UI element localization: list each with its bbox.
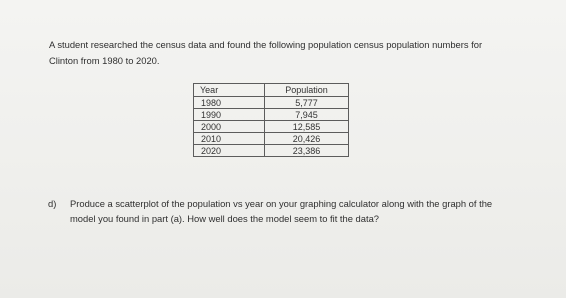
year-cell: 2000 — [194, 121, 265, 133]
population-column-header: Population — [265, 84, 349, 97]
year-cell: 2010 — [194, 133, 265, 145]
year-cell: 1990 — [194, 109, 265, 121]
table-row — [194, 109, 349, 121]
census-table — [193, 83, 349, 157]
population-cell: 5,777 — [265, 97, 349, 109]
question-text-line-2: model you found in part (a). How well does the model seem to fit the data? — [70, 213, 380, 224]
question-label: d) — [48, 198, 57, 209]
problem-intro-line-1: A student researched the census data and found the following population census population numbers for — [49, 39, 483, 50]
table-row — [194, 97, 349, 109]
problem-intro-line-2: Clinton from 1980 to 2020. — [49, 55, 160, 66]
population-cell: 12,585 — [265, 121, 349, 133]
year-cell: 2020 — [194, 145, 265, 157]
problem-intro — [49, 37, 549, 69]
population-cell: 7,945 — [265, 109, 349, 121]
year-cell: 1980 — [194, 97, 265, 109]
year-column-header: Year — [194, 84, 265, 97]
table-header-row — [194, 84, 349, 97]
population-cell: 23,386 — [265, 145, 349, 157]
table-row — [194, 121, 349, 133]
population-cell: 20,426 — [265, 133, 349, 145]
table-row — [194, 145, 349, 157]
question-text-line-1: Produce a scatterplot of the population vs year on your graphing calculator along with the graph of the — [70, 198, 493, 209]
table-row — [194, 133, 349, 145]
